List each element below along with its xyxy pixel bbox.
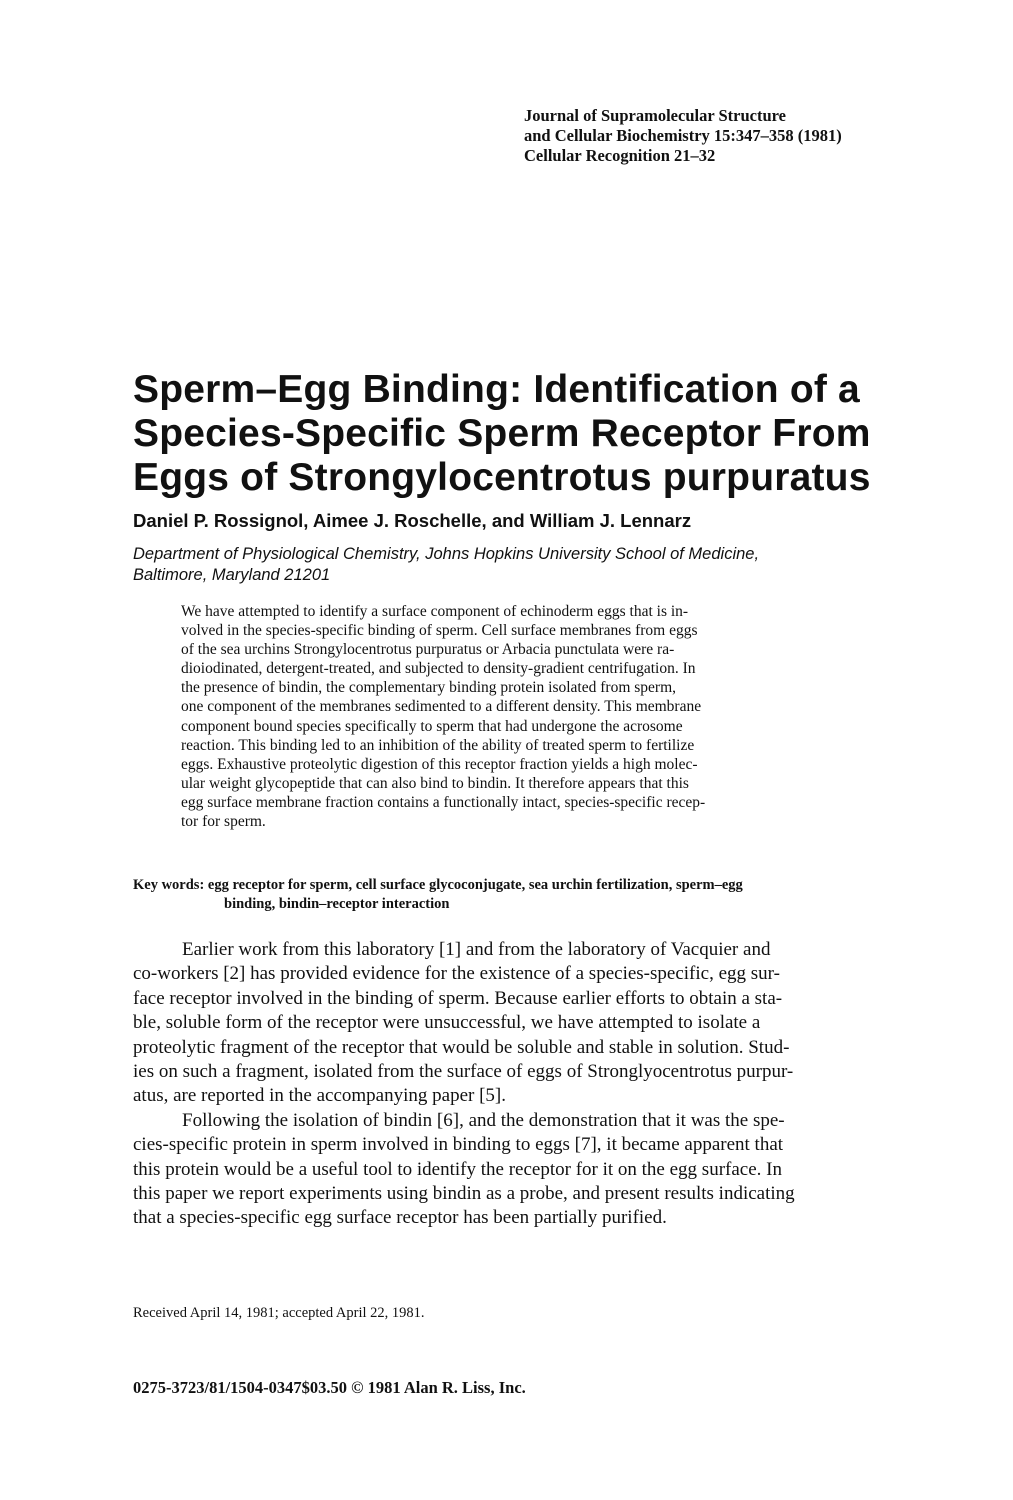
abstract-line: of the sea urchins Strongylocentrotus purpuratus or Arbacia punctulata were ra- — [181, 641, 675, 659]
abstract-line: tor for sperm. — [181, 813, 266, 831]
abstract-line: ular weight glycopeptide that can also bind to bindin. It therefore appears that this — [181, 774, 689, 792]
abstract-line: component bound species specifically to sperm that had undergone the acrosome — [181, 717, 683, 735]
body-line: this protein would be a useful tool to identify the receptor for it on the egg surface. In — [133, 1158, 782, 1180]
abstract-line: We have attempted to identify a surface component of echinoderm eggs that is in- — [181, 603, 689, 620]
body-line: atus, are reported in the accompanying paper [5]. — [133, 1085, 506, 1107]
body-line: ies on such a fragment, isolated from the surface of eggs of Stronglyocentrotus purpur- — [133, 1061, 794, 1083]
abstract-line: the presence of bindin, the complementary binding protein isolated from sperm, — [181, 679, 677, 697]
body-line: ble, soluble form of the receptor were unsuccessful, we have attempted to isolate a — [133, 1012, 761, 1034]
abstract — [181, 602, 705, 831]
affiliation-line: Baltimore, Maryland 21201 — [133, 566, 331, 584]
article-title — [133, 368, 933, 500]
body-line: Following the isolation of bindin [6], and the demonstration that it was the spe- — [182, 1109, 785, 1131]
keywords-text: egg receptor for sperm, cell surface glycoconjugate, sea urchin fertilization, sperm–egg — [207, 877, 743, 893]
body-line: Earlier work from this laboratory [1] and from the laboratory of Vacquier and — [182, 939, 771, 960]
body-text — [133, 938, 795, 1231]
abstract-line: eggs. Exhaustive proteolytic digestion of this receptor fraction yields a high molec- — [181, 755, 698, 773]
title-line: Sperm–Egg Binding: Identification of a — [133, 368, 860, 411]
affiliation-line: Department of Physiological Chemistry, Johns Hopkins University School of Medicine, — [133, 545, 760, 563]
journal-header-line: and Cellular Biochemistry 15:347–358 (1981) — [524, 126, 842, 145]
received-date: Received April 14, 1981; accepted April 22, 1981. — [133, 1305, 425, 1321]
keywords-label: Key words: — [133, 877, 205, 893]
affiliation — [133, 544, 759, 586]
abstract-line: dioiodinated, detergent-treated, and subjected to density-gradient centrifugation. In — [181, 660, 696, 678]
journal-header-line: Cellular Recognition 21–32 — [524, 146, 716, 165]
body-line: cies-specific protein in sperm involved in binding to eggs [7], it became apparent that — [133, 1134, 784, 1156]
keywords — [133, 876, 743, 914]
body-line: that a species-specific egg surface receptor has been partially purified. — [133, 1207, 667, 1229]
body-line: this paper we report experiments using bindin as a probe, and present results indicating — [133, 1183, 795, 1205]
abstract-line: egg surface membrane fraction contains a functionally intact, species-specific recep- — [181, 793, 706, 811]
abstract-line: volved in the species-specific binding of sperm. Cell surface membranes from eggs — [181, 622, 698, 640]
abstract-line: one component of the membranes sedimented to a different density. This membrane — [181, 698, 702, 716]
journal-header-line: Journal of Supramolecular Structure — [524, 106, 787, 125]
keywords-text: binding, bindin–receptor interaction — [224, 896, 450, 912]
journal-header — [524, 106, 842, 166]
body-line: face receptor involved in the binding of sperm. Because earlier efforts to obtain a sta- — [133, 987, 783, 1009]
body-line: co-workers [2] has provided evidence for the existence of a species-specific, egg sur- — [133, 963, 780, 985]
author-list: Daniel P. Rossignol, Aimee J. Roschelle, and William J. Lennarz — [133, 510, 692, 531]
title-line: Species-Specific Sperm Receptor From — [133, 412, 871, 455]
body-line: proteolytic fragment of the receptor that would be soluble and stable in solution. Stud- — [133, 1036, 790, 1058]
title-line: Eggs of Strongylocentrotus purpuratus — [133, 456, 871, 499]
abstract-line: reaction. This binding led to an inhibition of the ability of treated sperm to fertilize — [181, 736, 695, 754]
keywords-line — [133, 876, 743, 895]
copyright-line: 0275-3723/81/1504-0347$03.50 © 1981 Alan R. Liss, Inc. — [133, 1378, 526, 1397]
